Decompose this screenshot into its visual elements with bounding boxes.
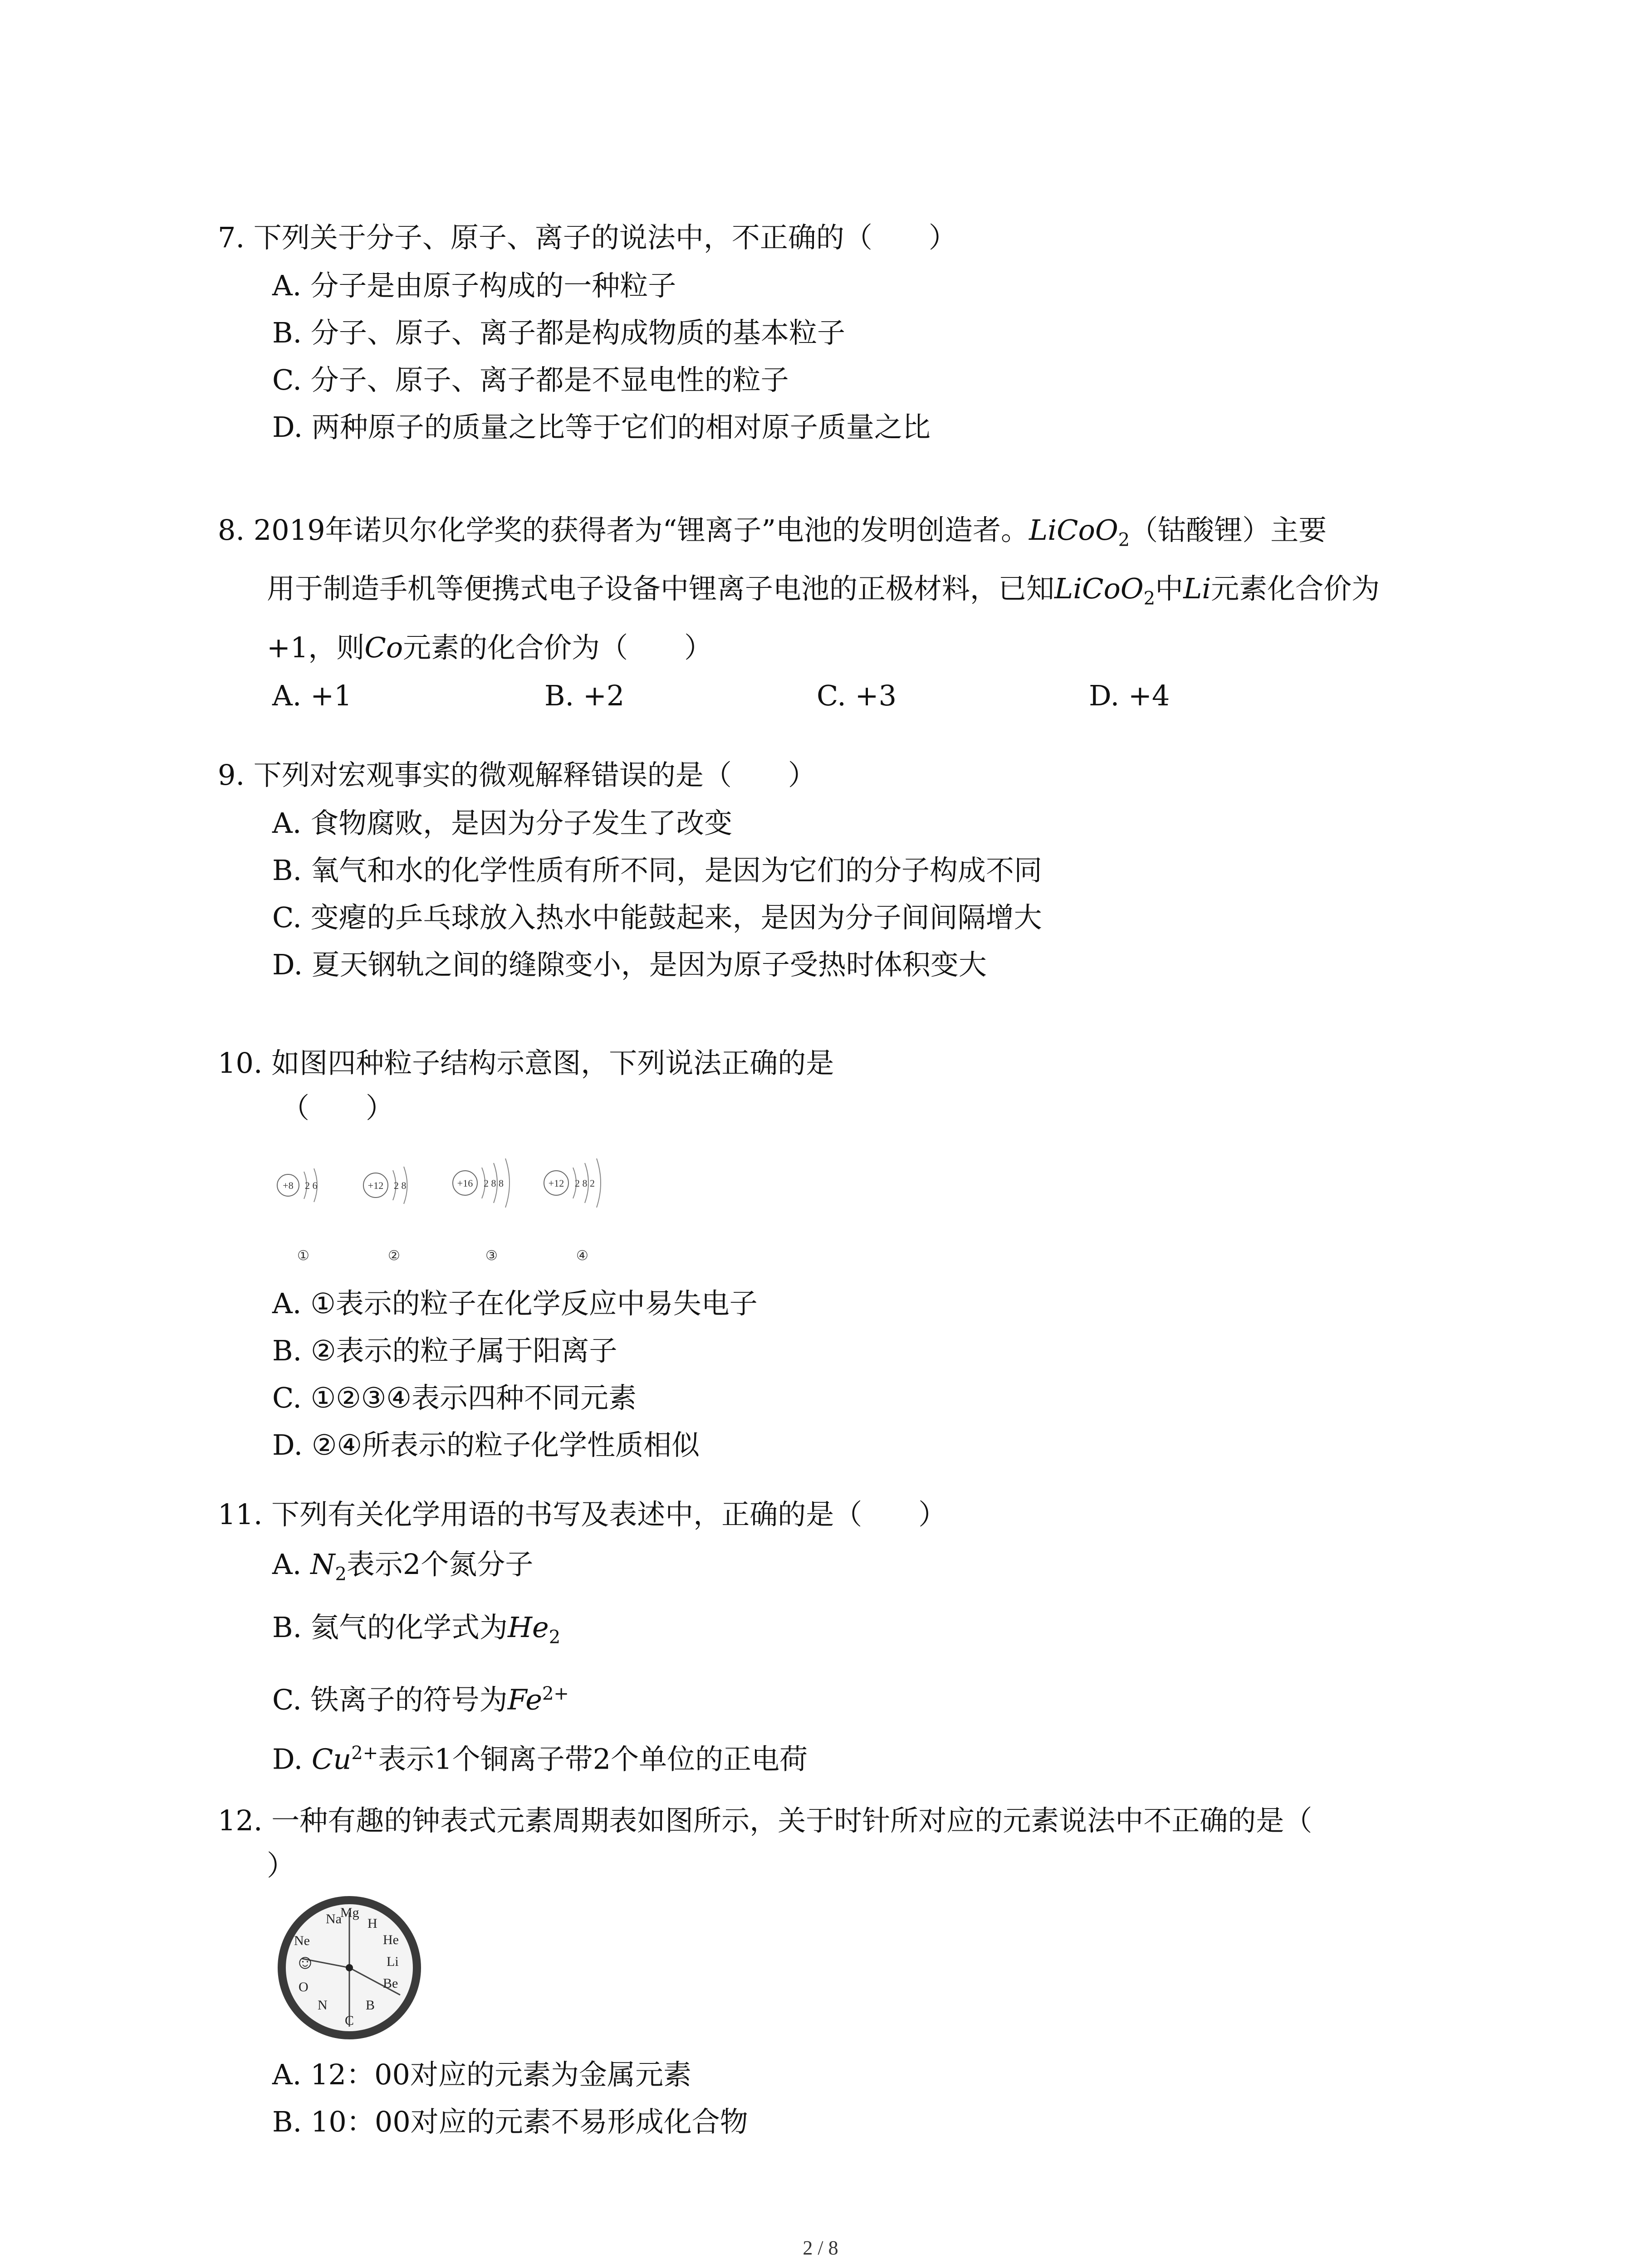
question-8-stem-line-1 (218, 506, 1470, 564)
question-8-text: 用于制造手机等便携式电子设备中锂离子电池的正极材料，已知 (267, 572, 1055, 606)
particle-2-diagram (363, 1167, 407, 1263)
formula-subscript: 2 (1118, 529, 1130, 551)
clock-center (346, 1964, 353, 1971)
page-number: 2 / 8 (803, 2237, 838, 2259)
symbol-li: Li (1183, 572, 1211, 606)
element-mg: Mg (340, 1905, 359, 1920)
question-11-option-c (218, 1666, 1470, 1728)
formula-n2: N (310, 1548, 335, 1581)
option-b-text: B. 氦气的化学式为 (272, 1611, 508, 1644)
formula-superscript: 2+ (542, 1683, 569, 1704)
question-8-text: 8. 2019年诺贝尔化学奖的获得者为“锂离子”电池的发明创造者。 (218, 513, 1029, 547)
question-8-text: （钴酸锂）主要 (1130, 513, 1327, 547)
question-11-stem: 11. 下列有关化学用语的书写及表述中，正确的是（ ） (218, 1498, 947, 1531)
particle-3-diagram (453, 1158, 509, 1263)
question-7-option-a: A. 分子是由原子构成的一种粒子 (272, 269, 676, 302)
question-12-stem-close: ） (267, 1849, 295, 1882)
particle-4-nucleus: +12 (548, 1178, 564, 1189)
element-b: B (366, 1998, 375, 2013)
question-7-option-d: D. 两种原子的质量之比等于它们的相对原子质量之比 (272, 411, 931, 444)
option-d-label: D. (272, 1743, 312, 1776)
formula-subscript: 2 (549, 1627, 561, 1648)
formula-subscript: 2 (1143, 588, 1156, 609)
question-8-options (218, 672, 1470, 719)
question-12 (218, 1796, 1470, 2146)
element-na: Na (326, 1911, 342, 1926)
smiley-icon: ☺ (295, 1951, 315, 1973)
formula-he2: He (507, 1611, 549, 1644)
element-h: H (367, 1916, 377, 1931)
element-ne: Ne (294, 1933, 310, 1948)
particle-1-electrons: 2 6 (305, 1180, 318, 1191)
element-he: He (383, 1932, 399, 1947)
question-10-option-d: D. ②④所表示的粒子化学性质相似 (272, 1428, 700, 1461)
particle-4-electrons: 2 8 2 (575, 1178, 595, 1189)
clock-periodic-table (272, 1891, 436, 2045)
element-li: Li (387, 1954, 399, 1969)
option-a-text: 表示2个氮分子 (346, 1548, 534, 1581)
question-12-stem: 12. 一种有趣的钟表式元素周期表如图所示，关于时针所对应的元素说法中不正确的是（ (218, 1804, 1313, 1837)
question-9-stem: 9. 下列对宏观事实的微观解释错误的是（ ） (218, 758, 816, 792)
question-8-stem-line-3 (218, 623, 1470, 672)
option-c-text: C. 铁离子的符号为 (272, 1683, 508, 1716)
question-9-option-d: D. 夏天钢轨之间的缝隙变小，是因为原子受热时体积变大 (272, 948, 987, 981)
question-9 (218, 751, 1470, 988)
question-11-option-d (218, 1728, 1470, 1785)
particle-4-diagram (544, 1158, 601, 1263)
question-10-option-b: B. ②表示的粒子属于阳离子 (272, 1334, 617, 1367)
question-7 (218, 213, 1470, 451)
question-8-text: 元素化合价为 (1211, 572, 1380, 606)
question-9-option-b: B. 氧气和水的化学性质有所不同，是因为它们的分子构成不同 (272, 854, 1042, 887)
formula-superscript: 2+ (351, 1743, 378, 1764)
question-8-option-d: D. +4 (1089, 679, 1170, 712)
question-7-option-c: C. 分子、原子、离子都是不显电性的粒子 (272, 363, 789, 396)
element-be: Be (383, 1976, 398, 1991)
question-9-option-a: A. 食物腐败，是因为分子发生了改变 (272, 807, 733, 840)
formula-fe: Fe (507, 1683, 542, 1716)
particle-3-label: ③ (485, 1248, 498, 1263)
formula-subscript: 2 (335, 1564, 347, 1585)
particle-2-electrons: 2 8 (394, 1180, 407, 1191)
question-11 (218, 1490, 1470, 1785)
element-n: N (318, 1998, 328, 2013)
question-10-option-a: A. ①表示的粒子在化学反应中易失电子 (272, 1287, 758, 1320)
option-a-label: A. (272, 1548, 311, 1581)
question-10 (218, 1039, 1470, 1469)
question-10-stem: 10. 如图四种粒子结构示意图，下列说法正确的是 (218, 1046, 834, 1080)
symbol-co: Co (364, 631, 403, 664)
question-8 (218, 506, 1470, 719)
element-o: O (299, 1980, 309, 1994)
formula-licoo2: LiCoO (1054, 572, 1144, 606)
question-10-option-c: C. ①②③④表示四种不同元素 (272, 1381, 637, 1414)
element-c: C (345, 2013, 354, 2028)
question-7-option-b: B. 分子、原子、离子都是构成物质的基本粒子 (272, 316, 845, 349)
question-9-option-c: C. 变瘪的乒乓球放入热水中能鼓起来，是因为分子间间隔增大 (272, 901, 1042, 934)
particle-3-nucleus: +16 (457, 1178, 473, 1189)
atomic-structure-diagrams (272, 1133, 681, 1274)
question-12-option-b: B. 10：00对应的元素不易形成化合物 (272, 2105, 748, 2138)
formula-cu: Cu (311, 1743, 352, 1776)
particle-1-nucleus: +8 (283, 1180, 294, 1191)
question-11-option-a (218, 1539, 1470, 1599)
particle-2-label: ② (388, 1248, 400, 1263)
electron-shell-arc (505, 1158, 509, 1207)
question-7-stem: 7. 下列关于分子、原子、离子的说法中，不正确的（ ） (218, 221, 957, 254)
question-8-text: +1，则 (267, 631, 365, 664)
particle-4-label: ④ (576, 1248, 588, 1263)
question-12-option-a: A. 12：00对应的元素为金属元素 (272, 2058, 691, 2091)
particle-2-nucleus: +12 (367, 1180, 384, 1191)
particle-3-electrons: 2 8 8 (484, 1178, 504, 1189)
question-10-stem-bracket: （ ） (281, 1091, 394, 1124)
question-8-text: 中 (1155, 572, 1184, 606)
question-8-stem-line-2 (218, 564, 1470, 623)
particle-1-label: ① (297, 1248, 309, 1263)
question-8-option-c: C. +3 (817, 679, 897, 712)
question-8-text: 元素的化合价为（ ） (403, 631, 713, 664)
question-8-option-a: A. +1 (272, 679, 352, 712)
question-8-option-b: B. +2 (544, 679, 625, 712)
electron-shell-arc (597, 1158, 601, 1207)
particle-1-diagram (277, 1168, 318, 1263)
option-d-text: 表示1个铜离子带2个单位的正电荷 (378, 1743, 808, 1776)
question-11-option-b (218, 1599, 1470, 1665)
formula-licoo2: LiCoO (1029, 513, 1118, 547)
